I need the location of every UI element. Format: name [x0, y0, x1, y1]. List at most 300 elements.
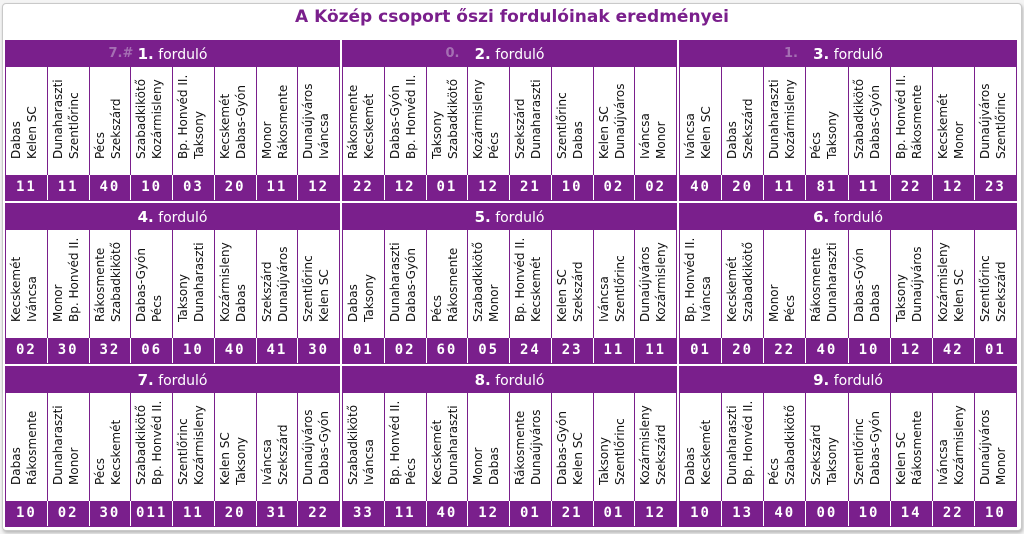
- match-teams: [47, 230, 89, 339]
- home-team: Kozármisleny: [935, 242, 950, 322]
- match-score: 10: [848, 338, 890, 363]
- match-score: 12: [467, 175, 509, 200]
- match-score: 12: [634, 501, 676, 526]
- home-team: Kelen SC: [893, 432, 908, 485]
- home-team: Dunaharaszti: [387, 242, 402, 322]
- away-team: Iváncsa: [25, 276, 39, 322]
- round-label: forduló: [495, 210, 545, 226]
- round-8: [342, 366, 677, 527]
- away-team: Dabas: [233, 284, 248, 322]
- match-score: 22: [890, 175, 932, 200]
- away-team: Bp. Honvéd II.: [66, 237, 81, 322]
- match-score: 01: [974, 338, 1016, 363]
- away-team: Taksony: [825, 111, 840, 159]
- match-teams: [805, 67, 847, 176]
- home-team: Iváncsa: [683, 113, 697, 159]
- match-score: 40: [89, 175, 131, 200]
- match-columns: [680, 230, 1016, 339]
- home-team: Dunaharaszti: [50, 405, 65, 485]
- away-team: Dunaújváros: [909, 246, 924, 322]
- home-team: Szabadkikötő: [851, 78, 866, 159]
- match-teams: [172, 67, 214, 176]
- away-team: Rákosmente: [25, 410, 39, 485]
- match-teams: [932, 393, 974, 502]
- match-score: 02: [593, 175, 635, 200]
- home-team: Taksony: [596, 437, 611, 485]
- away-team: Szentlőrinc: [66, 92, 81, 159]
- away-team: Kozármisleny: [192, 405, 206, 485]
- match-columns: [680, 67, 1016, 176]
- round-number: 9.: [813, 371, 830, 389]
- away-team: Kelen SC: [570, 432, 585, 485]
- away-team: Szabadkikötő: [108, 241, 123, 322]
- match-teams: [214, 393, 256, 502]
- round-number: 6.: [813, 208, 830, 226]
- home-team: Iváncsa: [935, 439, 950, 485]
- round-header: [6, 367, 339, 393]
- match-score: 11: [384, 501, 426, 526]
- away-team: Bp. Honvéd II.: [150, 400, 165, 485]
- away-team: Dunaharaszti: [825, 242, 840, 322]
- home-team: Rákosmente: [92, 247, 107, 322]
- match-score: 40: [690, 179, 711, 195]
- away-team: Pécs: [150, 294, 165, 322]
- away-team: Kozármisleny: [150, 79, 165, 159]
- match-teams: [426, 67, 468, 176]
- away-team: Kozármisleny: [951, 405, 966, 485]
- match-score: 24: [509, 338, 551, 363]
- match-score: 23: [551, 338, 593, 363]
- match-teams: [214, 230, 256, 339]
- round-header: [343, 204, 676, 230]
- home-team: Dabas: [346, 284, 360, 322]
- round-number: 7.: [137, 371, 154, 389]
- away-team: Szentlőrinc: [993, 92, 1008, 159]
- match-teams: [89, 393, 131, 502]
- away-team: Dabas-Gyón: [403, 248, 418, 322]
- match-teams: [721, 67, 763, 176]
- away-team: Szekszárd: [741, 98, 756, 159]
- match-score: 60: [426, 338, 468, 363]
- match-score: 12: [932, 175, 974, 200]
- away-team: Rákosmente: [445, 247, 460, 322]
- match-score: 01: [690, 342, 711, 358]
- match-score: 40: [805, 338, 847, 363]
- round-label: forduló: [158, 373, 208, 389]
- match-teams: [172, 393, 214, 502]
- away-team: Iváncsa: [362, 439, 376, 485]
- match-teams: [551, 393, 593, 502]
- round-3: [679, 40, 1017, 201]
- match-teams: [634, 230, 676, 339]
- home-team: Bp. Honvéd II.: [893, 74, 908, 159]
- match-teams: [509, 393, 551, 502]
- away-team: Kelen SC: [25, 106, 39, 159]
- match-teams: [509, 230, 551, 339]
- match-score: 11: [593, 338, 635, 363]
- away-team: Rákosmente: [909, 410, 924, 485]
- match-teams: [6, 393, 47, 502]
- match-score: 11: [848, 175, 890, 200]
- round-label: forduló: [158, 47, 208, 63]
- match-teams: [974, 393, 1016, 502]
- round-number: 4.: [137, 208, 154, 226]
- round-header: [343, 367, 676, 393]
- round-label: forduló: [495, 47, 545, 63]
- match-score: 31: [256, 501, 298, 526]
- round-5: [342, 203, 677, 364]
- home-team: Dabas-Gyón: [554, 411, 569, 485]
- away-team: Dabas-Gyón: [317, 411, 332, 485]
- match-columns: [343, 230, 676, 339]
- home-team: Dunaújváros: [301, 409, 316, 485]
- match-score: 10: [690, 505, 711, 521]
- home-team: Dabas-Gyón: [851, 248, 866, 322]
- match-score: 10: [130, 175, 172, 200]
- match-teams: [384, 393, 426, 502]
- home-team: Kelen SC: [596, 106, 611, 159]
- match-teams: [509, 67, 551, 176]
- home-team: Szentlőrinc: [301, 255, 316, 322]
- score-row: [6, 338, 339, 363]
- home-team: Pécs: [429, 294, 444, 322]
- home-team: Monor: [767, 284, 782, 322]
- match-score: 20: [721, 338, 763, 363]
- round-number: 5.: [474, 208, 491, 226]
- home-team: Dunaújváros: [977, 83, 992, 159]
- away-team: Szentlőrinc: [612, 255, 627, 322]
- match-teams: [848, 393, 890, 502]
- away-team: Dunaújváros: [529, 409, 543, 485]
- home-team: Taksony: [176, 274, 190, 322]
- match-score: 22: [763, 338, 805, 363]
- match-score: 21: [509, 175, 551, 200]
- away-team: Dabas-Gyón: [867, 85, 882, 159]
- round-9: [679, 366, 1017, 527]
- home-team: Szabadkikötő: [134, 404, 149, 485]
- away-team: Dunaújváros: [275, 246, 290, 322]
- home-team: Kelen SC: [217, 432, 232, 485]
- round-label: forduló: [833, 210, 883, 226]
- away-team: Dabas-Gyón: [233, 85, 248, 159]
- match-teams: [256, 230, 298, 339]
- home-team: Kecskemét: [429, 419, 444, 485]
- away-team: Monor: [654, 121, 669, 159]
- match-teams: [932, 67, 974, 176]
- match-score: 03: [172, 175, 214, 200]
- match-teams: [974, 67, 1016, 176]
- home-team: Szentlőrinc: [977, 255, 992, 322]
- match-score: 02: [15, 342, 37, 358]
- home-team: Pécs: [809, 131, 824, 159]
- away-team: Kecskemét: [362, 93, 376, 159]
- score-row: [343, 338, 676, 363]
- round-number: 1.: [137, 45, 154, 63]
- home-team: Iváncsa: [596, 276, 611, 322]
- match-teams: [890, 230, 932, 339]
- match-teams: [805, 230, 847, 339]
- match-teams: [172, 230, 214, 339]
- home-team: Szekszárd: [259, 261, 274, 322]
- match-teams: [805, 393, 847, 502]
- home-team: Szabadkikötő: [471, 241, 486, 322]
- away-team: Dabas: [867, 284, 882, 322]
- match-score: 06: [130, 338, 172, 363]
- match-score: 02: [384, 338, 426, 363]
- match-teams: [680, 230, 721, 339]
- home-team: Monor: [50, 284, 65, 322]
- home-team: Kozármisleny: [471, 79, 486, 159]
- away-team: Dunaharaszti: [445, 405, 460, 485]
- home-team: Rákosmente: [513, 410, 527, 485]
- match-teams: [130, 393, 172, 502]
- match-teams: [297, 67, 339, 176]
- away-team: Pécs: [487, 131, 502, 159]
- match-teams: [214, 67, 256, 176]
- away-team: Monor: [993, 447, 1008, 485]
- match-score: 42: [932, 338, 974, 363]
- match-columns: [343, 393, 676, 502]
- match-score: 11: [15, 179, 37, 195]
- match-score: 12: [297, 175, 339, 200]
- score-row: [343, 175, 676, 200]
- match-score: 40: [763, 501, 805, 526]
- round-header: [680, 41, 1016, 67]
- match-teams: [256, 67, 298, 176]
- home-team: Szentlőrinc: [554, 92, 569, 159]
- away-team: Szekszárd: [654, 424, 669, 485]
- match-score: 22: [352, 179, 374, 195]
- match-columns: [680, 393, 1016, 502]
- away-team: Taksony: [192, 111, 206, 159]
- match-teams: [467, 393, 509, 502]
- page-title: A Közép csoport őszi fordulóinak eredményei: [295, 7, 729, 27]
- match-columns: [6, 230, 339, 339]
- match-score: 11: [47, 175, 89, 200]
- match-score: 30: [47, 338, 89, 363]
- match-score: 11: [634, 338, 676, 363]
- match-score: 32: [89, 338, 131, 363]
- score-row: [680, 175, 1016, 200]
- home-team: Szentlőrinc: [176, 418, 190, 485]
- away-team: Szabadkikötő: [741, 241, 756, 322]
- home-team: Kozármisleny: [217, 242, 232, 322]
- away-team: Kozármisleny: [783, 79, 798, 159]
- home-team: Rákosmente: [346, 84, 360, 159]
- away-team: Szekszárd: [570, 261, 585, 322]
- home-team: Dunaharaszti: [725, 405, 740, 485]
- home-team: Kozármisleny: [638, 405, 653, 485]
- away-team: Szekszárd: [993, 261, 1008, 322]
- round-number: 8.: [474, 371, 491, 389]
- round-header: [6, 41, 339, 67]
- away-team: Kecskemét: [699, 419, 713, 485]
- match-score: 20: [721, 175, 763, 200]
- match-teams: [426, 230, 468, 339]
- match-teams: [763, 230, 805, 339]
- home-team: Dunaharaszti: [767, 79, 782, 159]
- match-teams: [593, 67, 635, 176]
- match-score: 02: [634, 175, 676, 200]
- match-columns: [343, 67, 676, 176]
- match-score: 20: [214, 501, 256, 526]
- round-4: [5, 203, 340, 364]
- away-team: Dabas-Gyón: [867, 411, 882, 485]
- match-teams: [297, 393, 339, 502]
- away-team: Pécs: [403, 457, 418, 485]
- away-team: Dunaharaszti: [529, 79, 543, 159]
- match-score: 00: [805, 501, 847, 526]
- match-score: 12: [384, 175, 426, 200]
- away-team: Szekszárd: [275, 424, 290, 485]
- match-teams: [932, 230, 974, 339]
- home-team: Bp. Honvéd II.: [683, 237, 697, 322]
- match-teams: [763, 67, 805, 176]
- match-score: 20: [214, 175, 256, 200]
- round-header: [6, 204, 339, 230]
- match-teams: [343, 67, 384, 176]
- home-team: Dabas-Gyón: [387, 85, 402, 159]
- match-teams: [551, 67, 593, 176]
- match-score: 30: [297, 338, 339, 363]
- match-teams: [721, 393, 763, 502]
- away-team: Kelen SC: [699, 106, 713, 159]
- match-teams: [6, 230, 47, 339]
- home-team: Kecskemét: [9, 256, 23, 322]
- match-teams: [130, 230, 172, 339]
- away-team: Monor: [487, 284, 502, 322]
- home-team: Iváncsa: [259, 439, 274, 485]
- away-team: Rákosmente: [909, 84, 924, 159]
- match-columns: [6, 67, 339, 176]
- away-team: Pécs: [783, 294, 798, 322]
- match-score: 01: [593, 501, 635, 526]
- match-score: 01: [352, 342, 374, 358]
- home-team: Kelen SC: [554, 269, 569, 322]
- round-label: forduló: [833, 47, 883, 63]
- away-team: Iváncsa: [317, 113, 332, 159]
- home-team: Kecskemét: [725, 256, 740, 322]
- match-teams: [848, 67, 890, 176]
- match-score: 81: [805, 175, 847, 200]
- match-score: 10: [551, 175, 593, 200]
- home-team: Pécs: [92, 457, 107, 485]
- away-team: Kecskemét: [529, 256, 543, 322]
- away-team: Monor: [66, 447, 81, 485]
- away-team: Szabadkikötő: [445, 78, 460, 159]
- away-team: Szekszárd: [108, 98, 123, 159]
- home-team: Dunaújváros: [977, 409, 992, 485]
- match-teams: [384, 67, 426, 176]
- home-team: Taksony: [429, 111, 444, 159]
- match-score: 40: [214, 338, 256, 363]
- match-teams: [593, 393, 635, 502]
- match-score: 13: [721, 501, 763, 526]
- away-team: Dunaharaszti: [192, 242, 206, 322]
- match-teams: [721, 230, 763, 339]
- round-header: [680, 204, 1016, 230]
- away-team: Rákosmente: [275, 84, 290, 159]
- home-team: Dabas: [9, 121, 23, 159]
- away-team: Bp. Honvéd II.: [741, 400, 756, 485]
- round-header: [343, 41, 676, 67]
- match-teams: [343, 393, 384, 502]
- round-6: [679, 203, 1017, 364]
- home-team: Dabas: [9, 447, 23, 485]
- match-teams: [6, 67, 47, 176]
- match-teams: [763, 393, 805, 502]
- away-team: Monor: [951, 121, 966, 159]
- match-score: 11: [763, 175, 805, 200]
- home-team: Dunaújváros: [301, 83, 316, 159]
- match-score: 05: [467, 338, 509, 363]
- match-score: 01: [509, 501, 551, 526]
- away-team: Bp. Honvéd II.: [403, 74, 418, 159]
- match-score: 14: [890, 501, 932, 526]
- match-score: 40: [426, 501, 468, 526]
- round-ghost-label: 7.#: [108, 46, 134, 61]
- match-teams: [890, 67, 932, 176]
- away-team: Dabas: [487, 447, 502, 485]
- match-score: 23: [974, 175, 1016, 200]
- match-teams: [974, 230, 1016, 339]
- score-row: [680, 501, 1016, 526]
- match-score: 10: [974, 501, 1016, 526]
- match-score: 02: [47, 501, 89, 526]
- match-teams: [680, 67, 721, 176]
- match-score: 21: [551, 501, 593, 526]
- home-team: Szentlőrinc: [851, 418, 866, 485]
- match-teams: [47, 67, 89, 176]
- match-teams: [89, 67, 131, 176]
- match-score: 41: [256, 338, 298, 363]
- match-score: 22: [297, 501, 339, 526]
- match-teams: [467, 67, 509, 176]
- match-teams: [426, 393, 468, 502]
- round-2: [342, 40, 677, 201]
- away-team: Dunaújváros: [612, 83, 627, 159]
- match-teams: [130, 67, 172, 176]
- match-teams: [551, 230, 593, 339]
- match-score: 10: [848, 501, 890, 526]
- match-teams: [343, 230, 384, 339]
- match-score: 12: [467, 501, 509, 526]
- score-row: [6, 501, 339, 526]
- home-team: Monor: [471, 447, 486, 485]
- round-7: [5, 366, 340, 527]
- match-columns: [6, 393, 339, 502]
- home-team: Bp. Honvéd II.: [387, 400, 402, 485]
- round-1: [5, 40, 340, 201]
- round-label: forduló: [158, 210, 208, 226]
- score-row: [680, 338, 1016, 363]
- match-score: 22: [932, 501, 974, 526]
- match-score: 33: [352, 505, 374, 521]
- score-row: [343, 501, 676, 526]
- home-team: Szekszárd: [809, 424, 824, 485]
- home-team: Dabas-Gyón: [134, 248, 149, 322]
- away-team: Taksony: [233, 437, 248, 485]
- match-teams: [634, 393, 676, 502]
- home-team: Bp. Honvéd II.: [513, 237, 527, 322]
- match-teams: [680, 393, 721, 502]
- match-teams: [848, 230, 890, 339]
- round-number: 2.: [474, 45, 491, 63]
- match-score: 11: [256, 175, 298, 200]
- score-row: [6, 175, 339, 200]
- home-team: Pécs: [767, 457, 782, 485]
- home-team: Iváncsa: [638, 113, 653, 159]
